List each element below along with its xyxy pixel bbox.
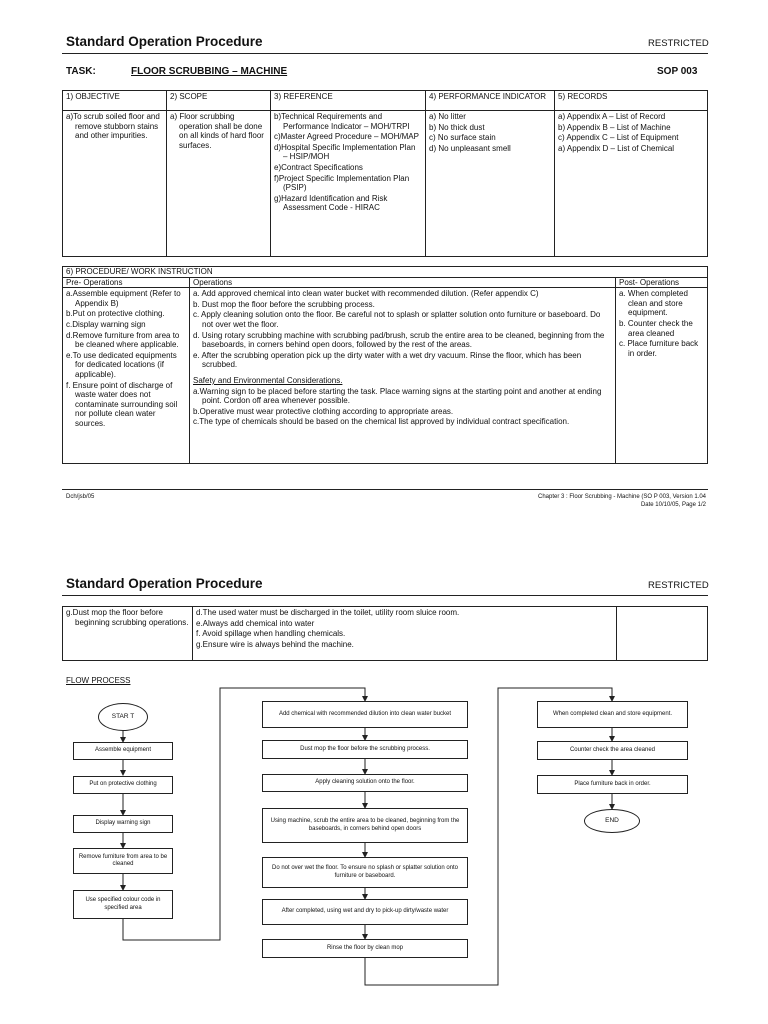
reference-item: e)Contract Specifications — [274, 162, 363, 172]
flow-step: Do not over wet the floor. To ensure no splash or splatter solution onto furniture or baseboard. — [262, 857, 468, 888]
operation-item: b. Dust mop the floor before the scrubbing process. — [193, 299, 375, 309]
reference-header: 3) REFERENCE — [271, 91, 426, 111]
flow-step: Assemble equipment — [73, 742, 173, 760]
objective-item: a)To scrub soiled floor and remove stubborn stains and other impurities. — [66, 112, 160, 141]
operation-item: c. Apply cleaning solution onto the floor. Be careful not to splash or splatter solution onto furniture or baseboard. Do not over wet the floor. — [193, 310, 601, 329]
flow-step: Place furniture back in order. — [537, 775, 688, 794]
reference-item: c)Master Agreed Procedure – MOH/MAP — [274, 132, 419, 142]
flow-step: Using machine, scrub the entire area to be cleaned, beginning from the baseboards, in corners behind open doors — [262, 808, 468, 843]
flow-step: Apply cleaning solution onto the floor. — [262, 774, 468, 792]
flow-step: When completed clean and store equipment. — [537, 701, 688, 728]
task-label: TASK: — [66, 66, 96, 77]
pre-operations-header: Pre- Operations — [63, 277, 190, 288]
end-node: END — [584, 809, 640, 833]
sop-code: SOP 003 — [657, 66, 698, 77]
safety-item: a.Warning sign to be placed before starting the task. Place warning signs at the starting point and another at ending point. Cordon off area whenever possible. — [193, 386, 602, 406]
reference-item: d)Hospital Specific Implementation Plan – HSIP/MOH — [274, 142, 416, 162]
post-operation-item: c. Place furniture back in order. — [619, 339, 699, 358]
pre-operation-item: d.Remove furniture from area to be cleaned where applicable. — [66, 330, 180, 350]
pre-operation-item: b.Put on protective clothing. — [66, 309, 165, 319]
footer-doc-ref: Dch/jsb/05 — [66, 494, 95, 500]
classification-label: RESTRICTED — [648, 38, 709, 49]
page2-classification: RESTRICTED — [648, 580, 709, 591]
operation-item: g.Ensure wire is always behind the machine. — [196, 639, 354, 649]
pre-operation-item: e.To use dedicated equipments for dedicated locations (if applicable). — [66, 350, 177, 379]
operation-item: e.Always add chemical into water — [196, 618, 315, 628]
records-item: a) Appendix D – List of Chemical — [558, 143, 675, 153]
pre-operation-item: c.Display warning sign — [66, 319, 146, 329]
flow-step: Rinse the floor by clean mop — [262, 939, 468, 958]
procedure-title: 6) PROCEDURE/ WORK INSTRUCTION — [63, 267, 708, 278]
scope-header: 2) SCOPE — [167, 91, 271, 111]
reference-item: g)Hazard Identification and Risk Assessment Code - HIRAC — [274, 193, 388, 213]
operation-item: f. Avoid spillage when handling chemicals. — [196, 629, 346, 639]
performance-item: c) No surface stain — [429, 133, 496, 143]
safety-item: b.Operative must wear protective clothing according to appropriate areas. — [193, 406, 454, 416]
start-node: STAR T — [98, 703, 148, 731]
operation-item: d.The used water must be discharged in the toilet, utility room sluice room. — [196, 608, 460, 617]
performance-item: b) No thick dust — [429, 122, 485, 132]
post-operation-item: a. When completed clean and store equipment. — [619, 289, 688, 318]
objective-header: 1) OBJECTIVE — [63, 91, 167, 111]
records-header: 5) RECORDS — [555, 91, 708, 111]
pre-operation-item: f. Ensure point of discharge of waste water does not contaminate surrounding soil nor pollute clean water sources. — [66, 380, 178, 428]
operation-item: d. Using rotary scrubbing machine with scrubbing pad/brush, scrub the entire area to be cleaned, beginning from the baseboards, in corners behind open doors, followed by the rest of the areas. — [193, 330, 605, 350]
performance-item: a) No litter — [429, 112, 466, 121]
operation-item: a. Add approved chemical into clean water bucket with recommended dilution. (Refer appendix C) — [193, 289, 539, 299]
footer-date-page: Date 10/10/05, Page 1/2 — [640, 502, 706, 508]
operations-header: Operations — [190, 277, 616, 288]
page-title: Standard Operation Procedure — [66, 34, 263, 49]
pre-operation-item: g.Dust mop the floor before beginning scrubbing operations. — [66, 608, 189, 627]
performance-header: 4) PERFORMANCE INDICATOR — [426, 91, 555, 111]
safety-heading: Safety and Environmental Considerations. — [193, 375, 343, 385]
reference-item: f)Project Specific Implementation Plan (PSIP) — [274, 173, 410, 193]
flow-step: Remove furniture from area to be cleaned — [73, 848, 173, 874]
flow-step: Put on protective clothing — [73, 776, 173, 794]
operation-item: e. After the scrubbing operation pick up the dirty water with a wet dry vacuum. Rinse the floor, which has been scrubbed. — [193, 350, 582, 370]
reference-item: b)Technical Requirements and Performance Indicator – MOH/TRPI — [274, 112, 410, 131]
flow-step: Add chemical with recommended dilution into clean water bucket — [262, 701, 468, 728]
records-item: b) Appendix B – List of Machine — [558, 122, 671, 132]
footer-chapter: Chapter 3 : Floor Scrubbing - Machine (SO P 003, Version 1.04 — [538, 494, 706, 500]
task-name: FLOOR SCRUBBING – MACHINE — [131, 66, 288, 77]
records-item: c) Appendix C – List of Equipment — [558, 133, 679, 143]
scope-item: a) Floor scrubbing operation shall be done on all kinds of hard floor surfaces. — [170, 112, 264, 150]
post-operation-item: b. Counter check the area cleaned — [619, 318, 693, 338]
flow-step: Dust mop the floor before the scrubbing process. — [262, 740, 468, 759]
flow-step: Counter check the area cleaned — [537, 741, 688, 760]
flow-process-title: FLOW PROCESS — [66, 676, 131, 685]
pre-operation-item: a.Assemble equipment (Refer to Appendix B) — [66, 289, 181, 308]
performance-item: d) No unpleasant smell — [429, 143, 511, 153]
safety-item: c.The type of chemicals should be based on the chemical list approved by individual contract specification. — [193, 417, 570, 427]
flow-step: After completed, using wet and dry to pick-up dirty/waste water — [262, 899, 468, 925]
flow-step: Use specified colour code in specified area — [73, 890, 173, 919]
flow-step: Display warning sign — [73, 815, 173, 833]
page2-title: Standard Operation Procedure — [66, 576, 263, 591]
post-operations-header: Post- Operations — [616, 277, 708, 288]
records-item: a) Appendix A – List of Record — [558, 112, 666, 121]
